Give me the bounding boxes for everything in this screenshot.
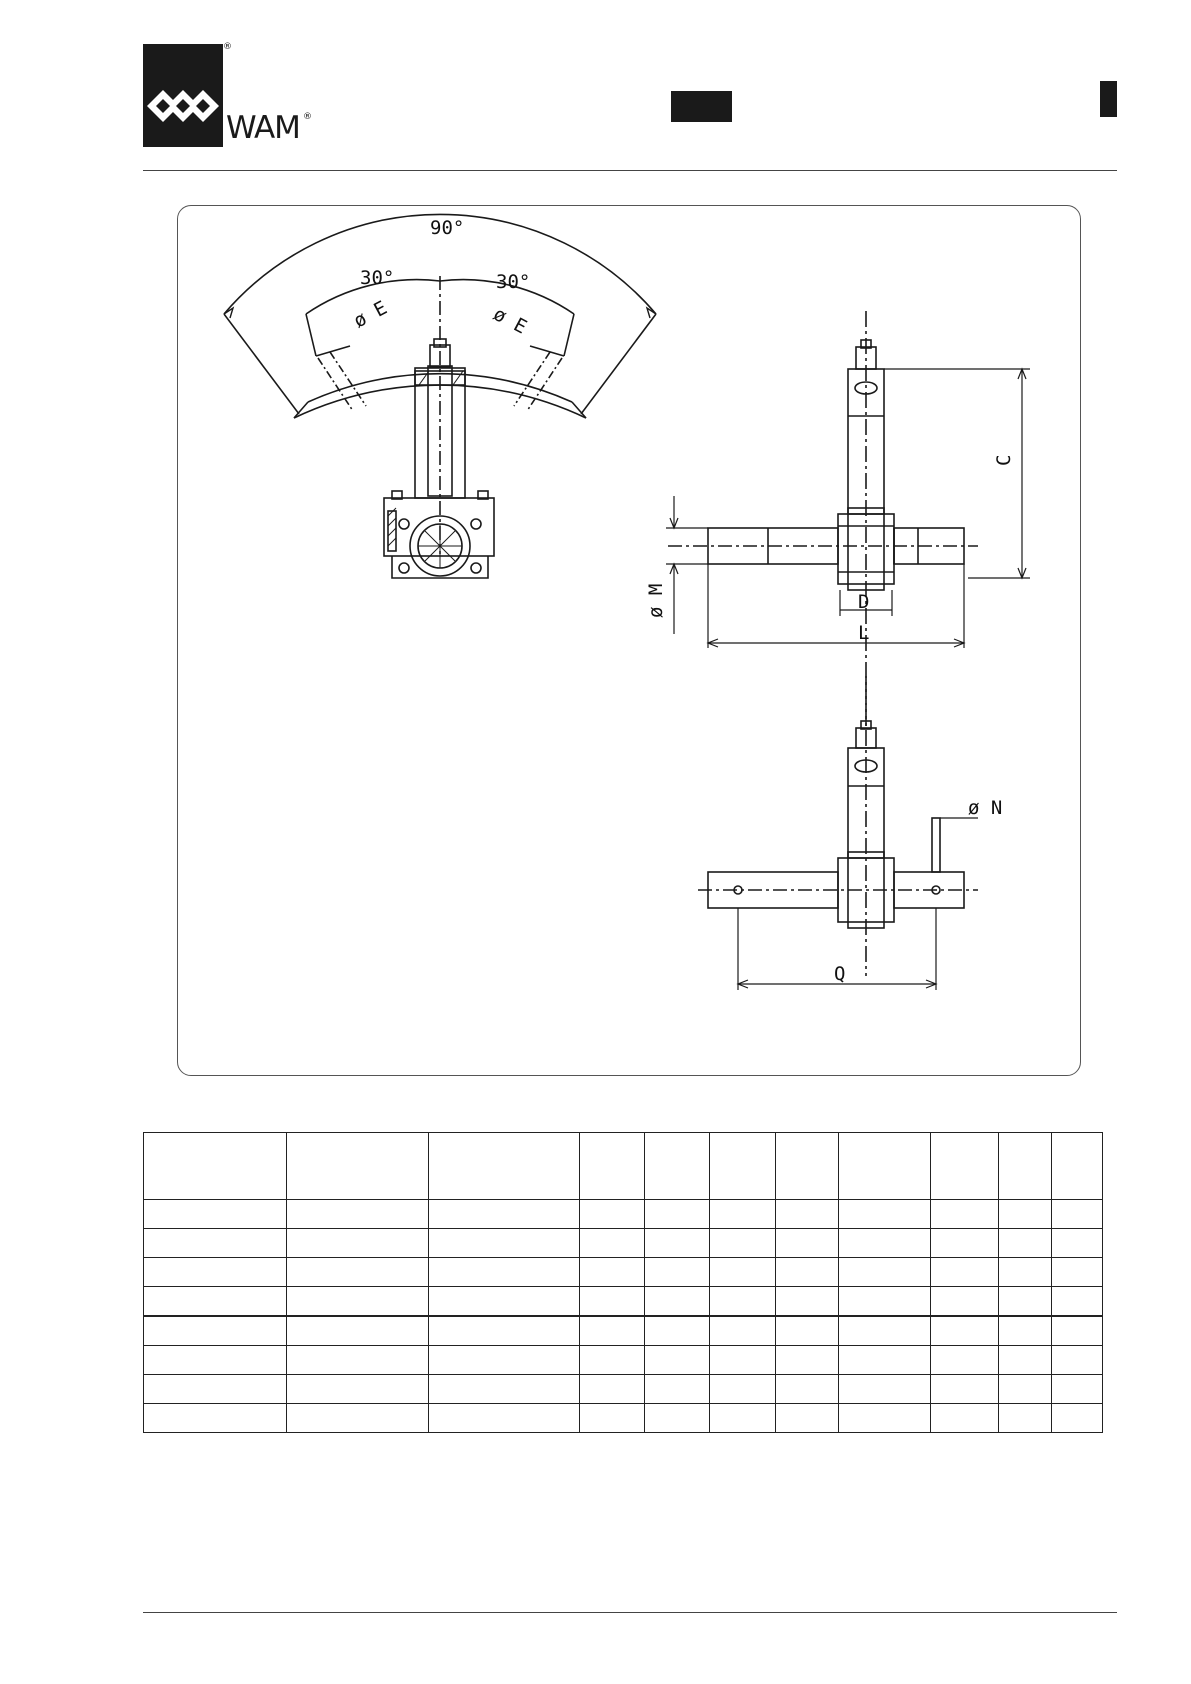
table-row: [144, 1287, 1103, 1317]
table-body: [144, 1200, 1103, 1433]
table-cell: [710, 1258, 775, 1287]
table-cell: [998, 1258, 1051, 1287]
table-cell: [1051, 1404, 1102, 1433]
table-cell: [931, 1404, 998, 1433]
table-header-cell: [998, 1133, 1051, 1200]
table-cell: [429, 1229, 580, 1258]
table-cell: [1051, 1229, 1102, 1258]
table-cell: [645, 1404, 710, 1433]
table-cell: [144, 1346, 287, 1375]
label-dia-m: ø M: [645, 583, 667, 618]
table-cell: [144, 1316, 287, 1346]
label-dim-d: D: [858, 591, 870, 613]
table-cell: [429, 1375, 580, 1404]
table-row: [144, 1346, 1103, 1375]
table-cell: [931, 1346, 998, 1375]
table-cell: [429, 1346, 580, 1375]
elevation-view: [666, 311, 1030, 726]
table-header-cell: [579, 1133, 644, 1200]
plan-view: [698, 676, 978, 990]
table-cell: [998, 1200, 1051, 1229]
table-cell: [286, 1258, 429, 1287]
table-header-cell: [775, 1133, 838, 1200]
table-cell: [144, 1200, 287, 1229]
header-rule: [143, 170, 1117, 171]
table-header-cell: [645, 1133, 710, 1200]
table-cell: [645, 1229, 710, 1258]
table-cell: [710, 1200, 775, 1229]
table-cell: [579, 1316, 644, 1346]
table-cell: [710, 1375, 775, 1404]
table-cell: [429, 1404, 580, 1433]
table-cell: [579, 1346, 644, 1375]
table-cell: [1051, 1200, 1102, 1229]
table-cell: [429, 1200, 580, 1229]
label-dia-e-right: ø E: [489, 302, 531, 339]
table-cell: [1051, 1375, 1102, 1404]
table-cell: [931, 1200, 998, 1229]
spec-table: [143, 1132, 1103, 1433]
table-row: [144, 1229, 1103, 1258]
label-dia-n: ø N: [968, 797, 1003, 819]
table-cell: [710, 1229, 775, 1258]
table-cell: [286, 1375, 429, 1404]
table-cell: [1051, 1287, 1102, 1317]
brand-registered-mark: ®: [303, 112, 312, 122]
table-header-cell: [838, 1133, 930, 1200]
table-cell: [710, 1404, 775, 1433]
table-cell: [931, 1287, 998, 1317]
table-cell: [775, 1375, 838, 1404]
table-cell: [998, 1404, 1051, 1433]
table-cell: [286, 1287, 429, 1317]
label-dim-c: C: [993, 454, 1015, 466]
table-cell: [838, 1258, 930, 1287]
table-header-cell: [931, 1133, 998, 1200]
table-cell: [579, 1404, 644, 1433]
table-cell: [931, 1375, 998, 1404]
table-cell: [998, 1229, 1051, 1258]
table-cell: [579, 1287, 644, 1317]
label-dim-l: L: [858, 622, 870, 644]
table-cell: [775, 1346, 838, 1375]
table-cell: [931, 1258, 998, 1287]
table-cell: [645, 1200, 710, 1229]
table-row: [144, 1200, 1103, 1229]
table-cell: [838, 1229, 930, 1258]
table-cell: [998, 1375, 1051, 1404]
table-header-cell: [1051, 1133, 1102, 1200]
table-cell: [645, 1316, 710, 1346]
technical-drawing: [178, 206, 1080, 1075]
table-cell: [931, 1229, 998, 1258]
logo-registered-mark: ®: [223, 42, 232, 52]
brand-wordmark: WAM: [226, 110, 300, 146]
table-cell: [579, 1200, 644, 1229]
table-header-row: [144, 1133, 1103, 1200]
table-cell: [998, 1346, 1051, 1375]
table-cell: [998, 1287, 1051, 1317]
table-cell: [429, 1287, 580, 1317]
label-dim-q: Q: [834, 963, 846, 985]
table-cell: [775, 1258, 838, 1287]
table-cell: [144, 1229, 287, 1258]
wam-logo: [143, 44, 223, 147]
table-cell: [579, 1229, 644, 1258]
table-cell: [645, 1287, 710, 1317]
table-cell: [838, 1346, 930, 1375]
table-cell: [579, 1258, 644, 1287]
table-header-cell: [144, 1133, 287, 1200]
table-cell: [144, 1375, 287, 1404]
table-row: [144, 1258, 1103, 1287]
footer-rule: [143, 1612, 1117, 1613]
table-cell: [144, 1287, 287, 1317]
table-cell: [775, 1287, 838, 1317]
table-cell: [286, 1404, 429, 1433]
table-cell: [286, 1346, 429, 1375]
table-row: [144, 1316, 1103, 1346]
table-cell: [1051, 1316, 1102, 1346]
table-cell: [710, 1316, 775, 1346]
table-cell: [710, 1287, 775, 1317]
table-cell: [838, 1375, 930, 1404]
table-header-cell: [710, 1133, 775, 1200]
table-cell: [286, 1229, 429, 1258]
label-angle-30-left: 30°: [360, 267, 395, 289]
header-page-tab: [1100, 81, 1117, 117]
label-angle-90: 90°: [430, 217, 465, 239]
arc-view: [224, 214, 656, 578]
table-cell: [144, 1404, 287, 1433]
wam-logo-diamonds: [143, 44, 223, 147]
table-cell: [579, 1375, 644, 1404]
label-angle-30-right: 30°: [496, 271, 531, 293]
table-cell: [775, 1316, 838, 1346]
label-dia-e-left: ø E: [350, 296, 391, 333]
table-cell: [286, 1200, 429, 1229]
table-row: [144, 1375, 1103, 1404]
table-cell: [429, 1316, 580, 1346]
table-cell: [838, 1404, 930, 1433]
table-cell: [775, 1229, 838, 1258]
table-cell: [645, 1258, 710, 1287]
table-cell: [838, 1200, 930, 1229]
table-cell: [645, 1346, 710, 1375]
table-cell: [775, 1404, 838, 1433]
table-cell: [775, 1200, 838, 1229]
table-cell: [1051, 1346, 1102, 1375]
table-cell: [998, 1316, 1051, 1346]
table-cell: [144, 1258, 287, 1287]
table-cell: [1051, 1258, 1102, 1287]
table-header-cell: [429, 1133, 580, 1200]
table-cell: [838, 1287, 930, 1317]
table-cell: [286, 1316, 429, 1346]
header-black-label: [671, 91, 732, 122]
table-cell: [710, 1346, 775, 1375]
table-header-cell: [286, 1133, 429, 1200]
table-cell: [429, 1258, 580, 1287]
table-cell: [645, 1375, 710, 1404]
table-cell: [931, 1316, 998, 1346]
drawing-panel: [177, 205, 1081, 1076]
table-row: [144, 1404, 1103, 1433]
table-cell: [838, 1316, 930, 1346]
